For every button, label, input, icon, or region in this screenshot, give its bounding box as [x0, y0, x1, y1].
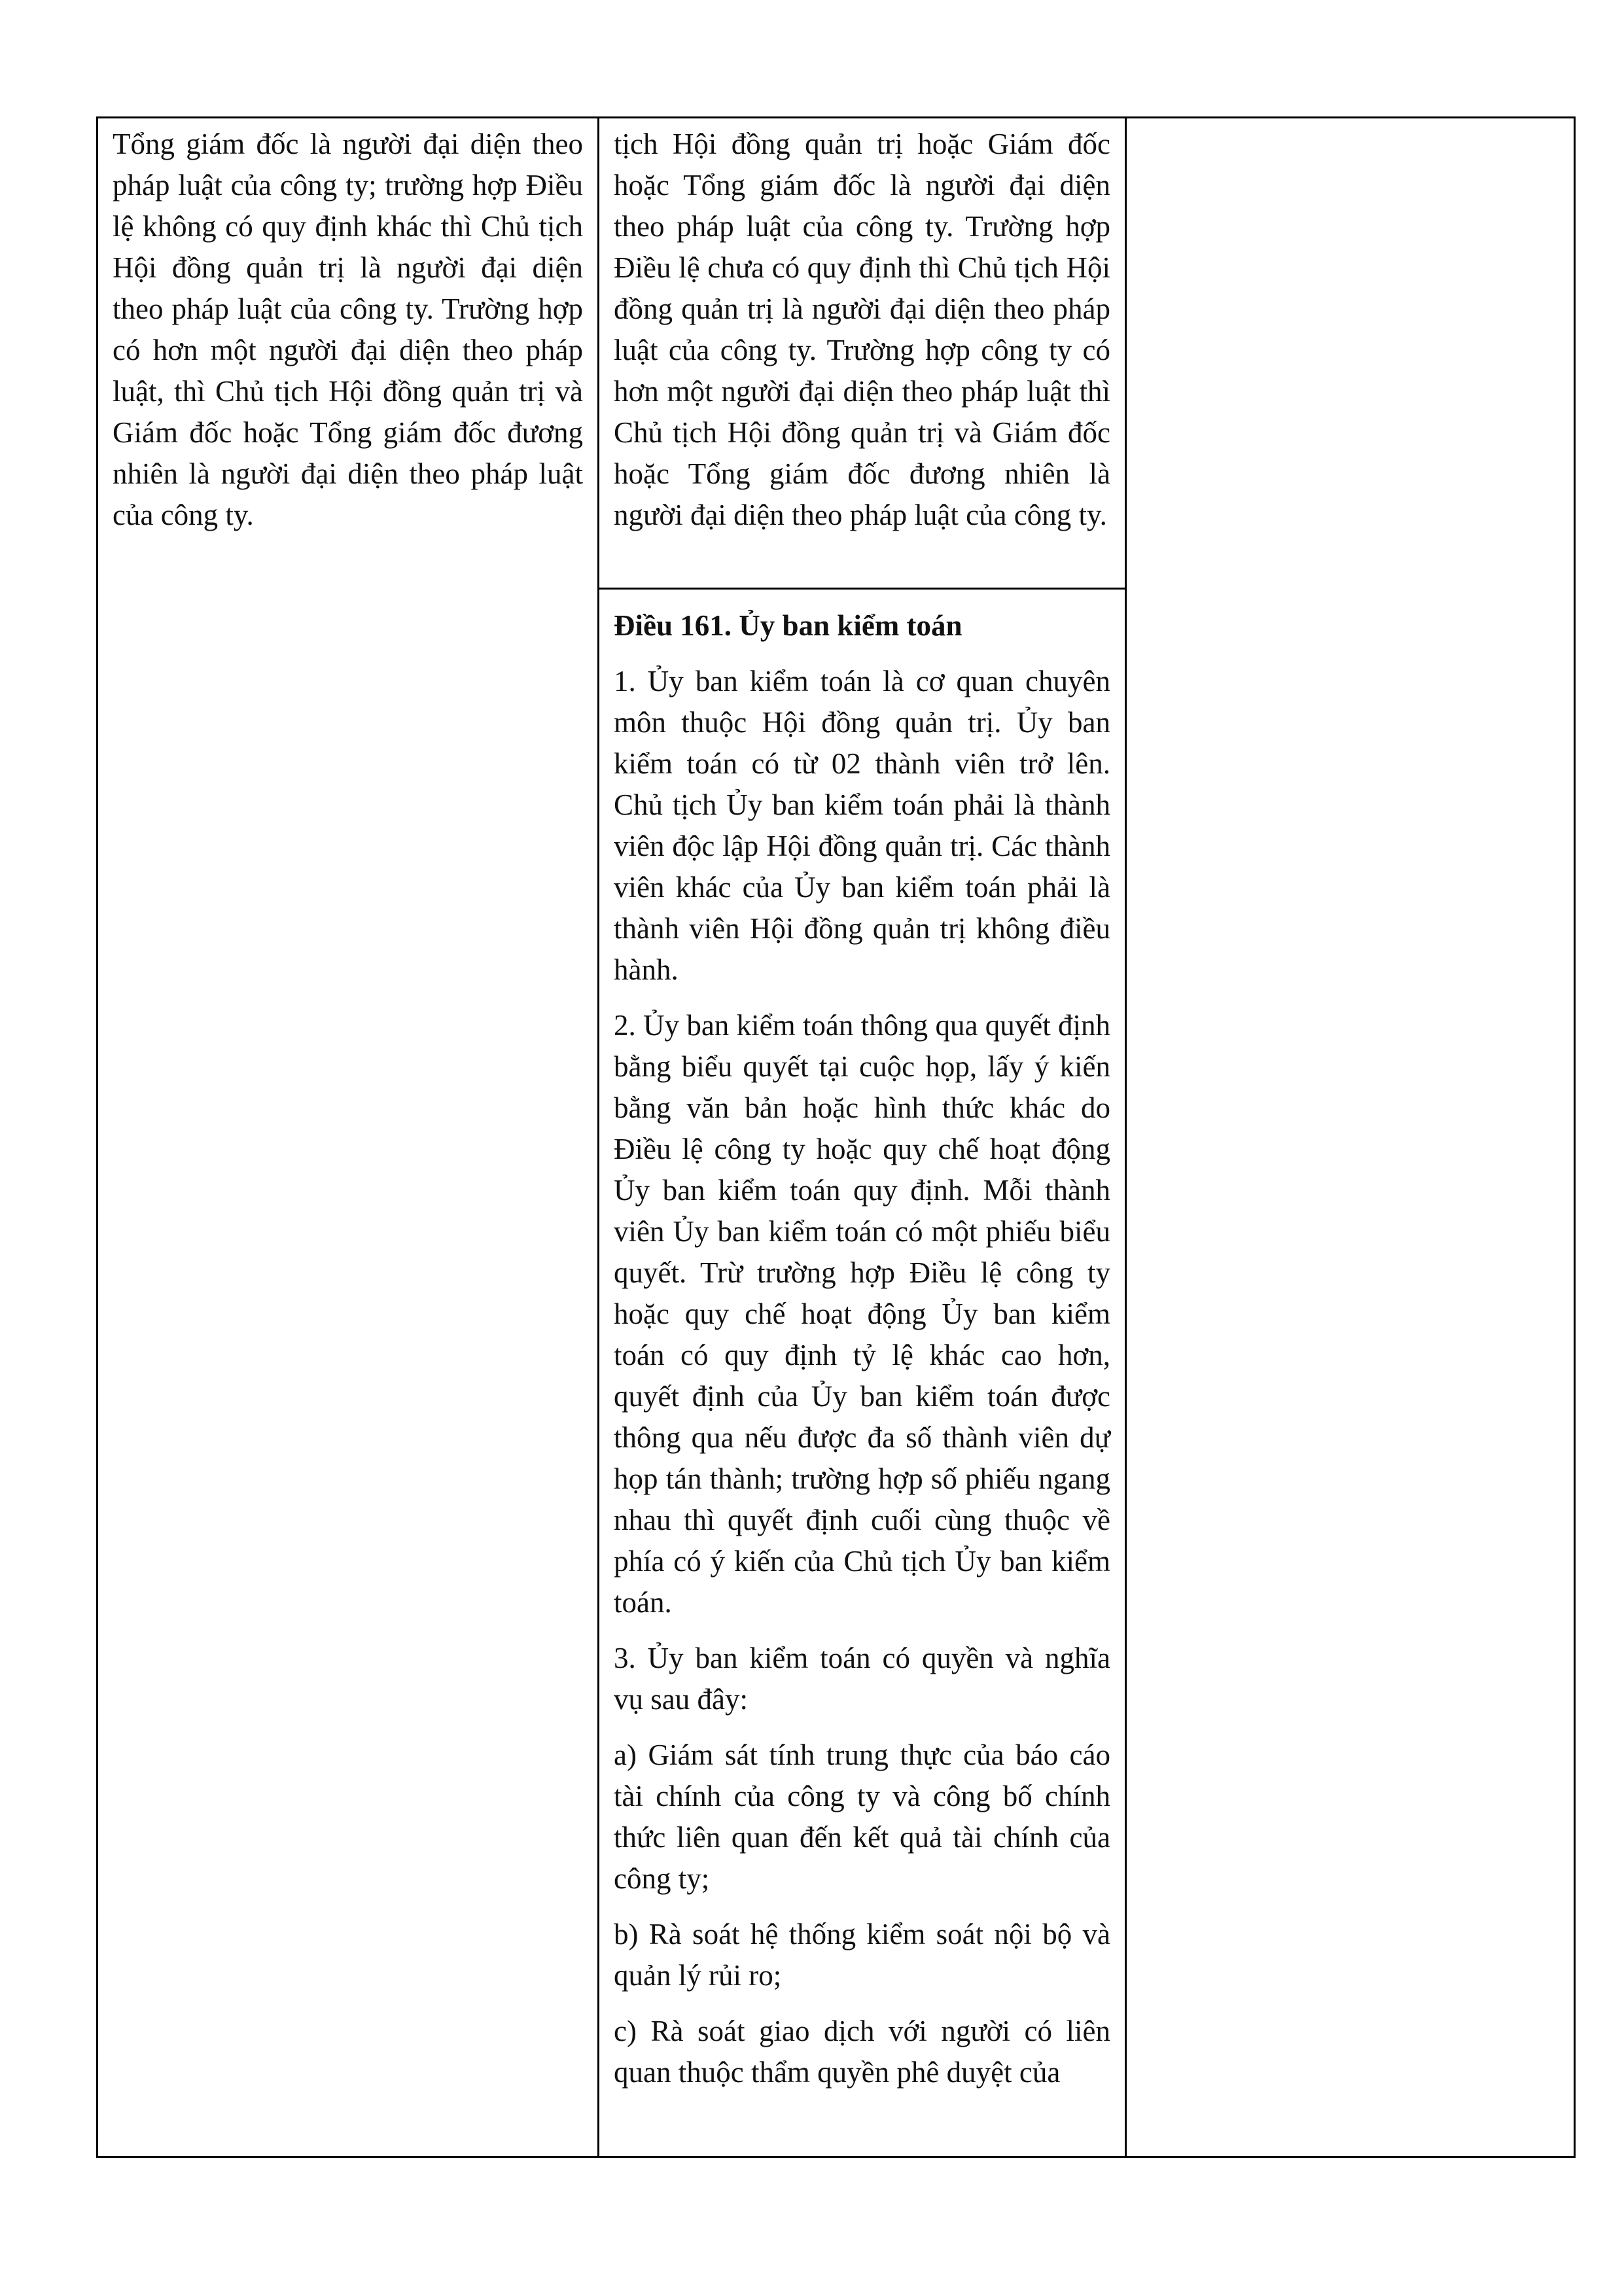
cell-draft-top	[599, 118, 1126, 589]
paragraph-2: 2. Ủy ban kiểm toán thông qua quyết định bằng biểu quyết tại cuộc họp, lấy ý kiến bằng văn bản hoặc hình thức khác do Điều lệ công ty hoặc quy chế hoạt động Ủy ban kiểm toán quy định. Mỗi thành viên Ủy ban kiểm toán có một phiếu biểu quyết. Trừ trường hợp Điều lệ công ty hoặc quy chế hoạt động Ủy ban kiểm toán có quy định tỷ lệ khác cao hơn, quyết định của Ủy ban kiểm toán được thông qua nếu được đa số thành viên dự họp tán thành; trường hợp số phiếu ngang nhau thì quyết định cuối cùng thuộc về phía có ý kiến của Chủ tịch Ủy ban kiểm toán.	[614, 1009, 1110, 1619]
paragraph-3c: c) Rà soát giao dịch với người có liên quan thuộc thẩm quyền phê duyệt của	[614, 2015, 1110, 2089]
draft-text-top: tịch Hội đồng quản trị hoặc Giám đốc hoặc Tổng giám đốc là người đại diện theo pháp luật của công ty. Trường hợp Điều lệ chưa có quy định thì Chủ tịch Hội đồng quản trị là người đại diện theo pháp luật của công ty. Trường hợp công ty có hơn một người đại diện theo pháp luật thì Chủ tịch Hội đồng quản trị và Giám đốc hoặc Tổng giám đốc đương nhiên là người đại diện theo pháp luật của công ty.	[614, 128, 1110, 531]
paragraph-3: 3. Ủy ban kiểm toán có quyền và nghĩa vụ sau đây:	[614, 1642, 1110, 1716]
paragraph-3b: b) Rà soát hệ thống kiểm soát nội bộ và quản lý rủi ro;	[614, 1918, 1110, 1992]
comparison-table	[96, 116, 1576, 2158]
table-row	[97, 118, 1575, 589]
paragraph-3a: a) Giám sát tính trung thực của báo cáo tài chính của công ty và công bố chính thức liên quan đến kết quả tài chính của công ty;	[614, 1739, 1110, 1895]
paragraph-1: 1. Ủy ban kiểm toán là cơ quan chuyên môn thuộc Hội đồng quản trị. Ủy ban kiểm toán có từ 02 thành viên trở lên. Chủ tịch Ủy ban kiểm toán phải là thành viên độc lập Hội đồng quản trị. Các thành viên khác của Ủy ban kiểm toán phải là thành viên Hội đồng quản trị không điều hành.	[614, 665, 1110, 986]
cell-current-law	[97, 118, 599, 2157]
current-law-text: Tổng giám đốc là người đại diện theo pháp luật của công ty; trường hợp Điều lệ không có quy định khác thì Chủ tịch Hội đồng quản trị là người đại diện theo pháp luật của công ty. Trường hợp có hơn một người đại diện theo pháp luật, thì Chủ tịch Hội đồng quản trị và Giám đốc hoặc Tổng giám đốc đương nhiên là người đại diện theo pháp luật của công ty.	[113, 128, 583, 531]
article-heading: Điều 161. Ủy ban kiểm toán	[614, 609, 962, 642]
cell-draft-bottom	[599, 589, 1126, 2157]
cell-notes	[1126, 118, 1575, 2157]
